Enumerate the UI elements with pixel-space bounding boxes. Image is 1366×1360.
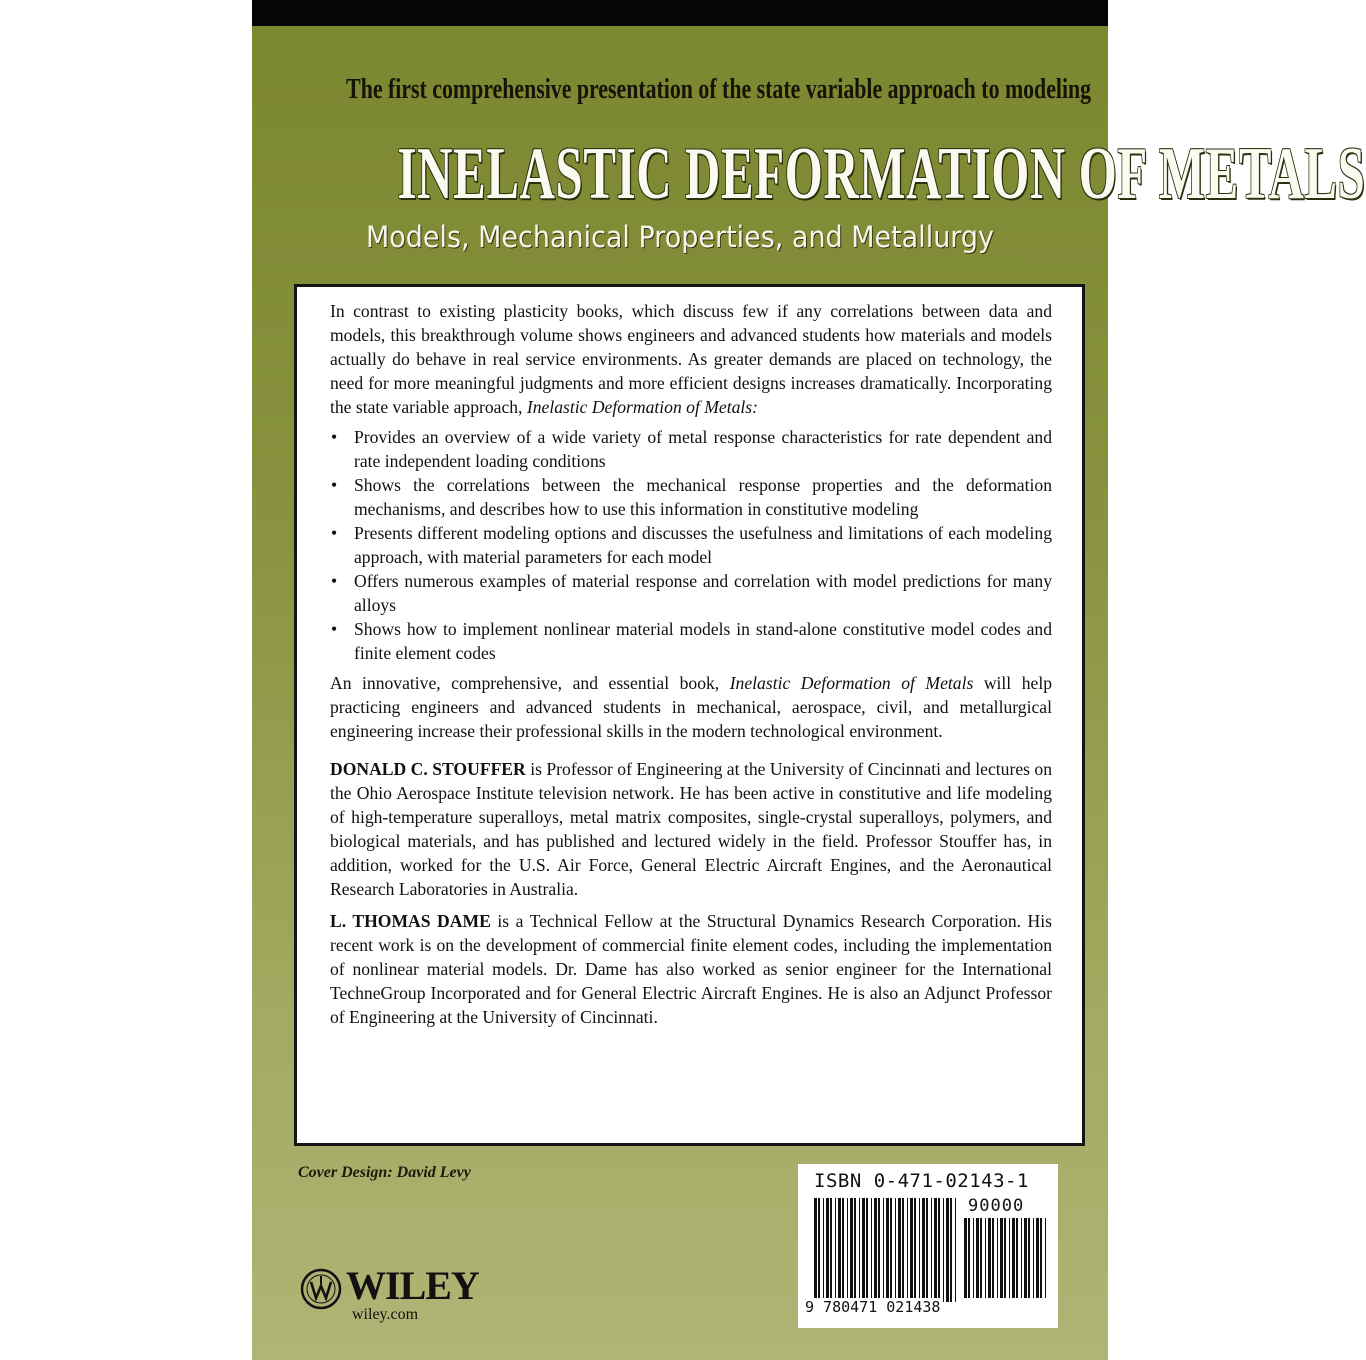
- closing-rest: will help practicing engineers and advanced students in mechanical, aerospace, civil, and metallurgical engineering increase their professional skills in the modern technological environment.: [330, 673, 1052, 741]
- list-item-text: Presents different modeling options and discusses the usefulness and limitations of each modeling approach, with material parameters for each model: [354, 523, 1052, 567]
- publisher-name: WILEY: [346, 1263, 479, 1308]
- list-item: [330, 521, 1052, 569]
- feature-list: [330, 425, 1052, 665]
- barcode-block: [798, 1164, 1058, 1328]
- ean-number: 9 780471 021438: [805, 1298, 941, 1316]
- wiley-logo-icon: [300, 1268, 342, 1310]
- list-item-text: Offers numerous examples of material response and correlation with model predictions for many alloys: [354, 571, 1052, 615]
- list-item-text: Shows the correlations between the mechanical response properties and the deformation mechanisms, and describes how to use this information in constitutive modeling: [354, 475, 1052, 519]
- book-subtitle: Models, Mechanical Properties, and Metallurgy: [365, 220, 994, 254]
- author-bio-dame: [330, 909, 1052, 1029]
- description-text: [330, 299, 1052, 1029]
- list-item: [330, 425, 1052, 473]
- isbn-number: ISBN 0-471-02143-1: [814, 1170, 1029, 1192]
- intro-paragraph: [330, 299, 1052, 419]
- bullet-icon: •: [331, 427, 338, 447]
- bullet-icon: •: [331, 619, 338, 639]
- author-bio: is a Technical Fellow at the Structural Dynamics Research Corporation. His recent work is on the development of commercial finite element codes, including the implementation of nonlinear material models. Dr. Dame has also worked as senior engineer for the International TechneGroup Incorporated and for General Electric Aircraft Engines. He is also an Adjunct Professor of Engineering at the University of Cincinnati.: [330, 911, 1052, 1027]
- intro-text: In contrast to existing plasticity books, which discuss few if any correlations between data and models, this breakthrough volume shows engineers and advanced students how materials and models actually do behave in real service environments. As greater demands are placed on technology, the need for more meaningful judgments and more efficient designs increases dramatically. Incorporating the state variable approach,: [330, 301, 1052, 417]
- list-item: [330, 569, 1052, 617]
- list-item: [330, 473, 1052, 521]
- bullet-icon: •: [331, 475, 338, 495]
- barcode-icon: [814, 1198, 960, 1302]
- author-bio-stouffer: [330, 757, 1052, 901]
- top-band: [252, 0, 1108, 26]
- price-code: 90000: [968, 1196, 1025, 1216]
- publisher-logo: [300, 1263, 500, 1330]
- bullet-icon: •: [331, 571, 338, 591]
- cover-design-credit: Cover Design: David Levy: [298, 1164, 471, 1181]
- description-panel: [294, 284, 1085, 1146]
- list-item: [330, 617, 1052, 665]
- barcode-addon-icon: [964, 1218, 1048, 1298]
- author-name: DONALD C. STOUFFER: [330, 759, 526, 779]
- tagline: The first comprehensive presentation of the state variable approach to modeling: [346, 74, 1092, 105]
- author-name: L. THOMAS DAME: [330, 911, 491, 931]
- closing-lead: An innovative, comprehensive, and essential book,: [330, 673, 720, 693]
- book-title: INELASTIC DEFORMATION OF METALS: [397, 133, 1366, 215]
- author-bio: is Professor of Engineering at the University of Cincinnati and lectures on the Ohio Aerospace Institute television network. He has been active in constitutive and life modeling of high-temperature superalloys, metal matrix composites, single-crystal superalloys, polymers, and biological materials, and has published and lectured widely in the field. Professor Stouffer has, in addition, worked for the U.S. Air Force, General Electric Aircraft Engines, and the Aeronautical Research Laboratories in Australia.: [330, 759, 1053, 899]
- closing-title: Inelastic Deformation of Metals: [729, 673, 974, 693]
- intro-title: Inelastic Deformation of Metals:: [526, 397, 758, 417]
- list-item-text: Provides an overview of a wide variety of metal response characteristics for rate dependent and rate independent loading conditions: [354, 427, 1052, 471]
- publisher-url: wiley.com: [352, 1306, 419, 1323]
- bullet-icon: •: [331, 523, 338, 543]
- back-cover: [252, 0, 1366, 1360]
- list-item-text: Shows how to implement nonlinear material models in stand-alone constitutive model codes and finite element codes: [354, 619, 1052, 663]
- closing-paragraph: [330, 671, 1052, 743]
